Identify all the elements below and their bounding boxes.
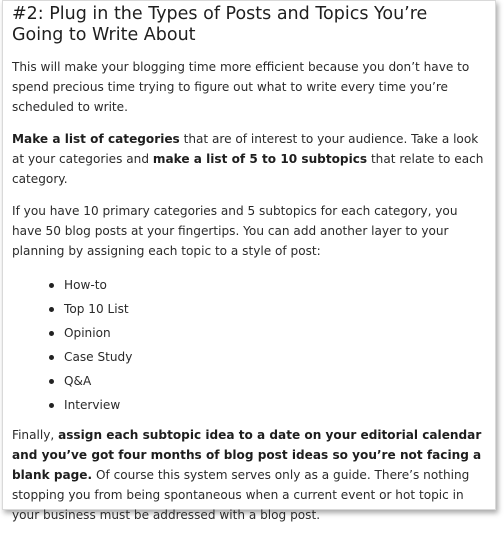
list-item: [12, 273, 487, 297]
section-heading: [12, 4, 482, 46]
list-item: [12, 297, 487, 321]
post-types-list: [12, 273, 487, 417]
planning-paragraph: If you have 10 primary categories and 5 subtopics for each category, you have 50 blog posts at your fingertips. You can add another layer to your planning by assigning each topic to a style of post:: [12, 204, 458, 258]
list-item: [12, 369, 487, 393]
categories-emphasis-1: Make a list of categories: [12, 132, 180, 146]
list-item-label: Case Study: [64, 350, 133, 364]
heading-line-1: #2: Plug in the Types of Posts and Topics You’re: [12, 4, 428, 24]
closing-text-2: Of course this system serves only as a guide. There’s nothing stopping you from being spontaneous when a current event or hot topic in your business must be addressed with a blog post.: [12, 468, 470, 522]
categories-emphasis-2: make a list of 5 to 10 subtopics: [152, 152, 368, 166]
categories-text-1: that are of interest to your audience. Take a look at your categories and: [12, 132, 479, 166]
bullet-icon: [49, 307, 54, 312]
list-item-label: How-to: [64, 278, 107, 292]
bullet-icon: [49, 283, 54, 288]
categories-paragraph: [12, 129, 487, 189]
bullet-icon: [49, 403, 54, 408]
article-body: [12, 57, 487, 537]
list-item: [12, 393, 487, 417]
bullet-icon: [49, 331, 54, 336]
intro-paragraph: This will make your blogging time more efficient because you don’t have to spend precious time trying to figure out what to write every time you’re scheduled to write.: [12, 60, 470, 114]
closing-emphasis: assign each subtopic idea to a date on your editorial calendar and you’ve got four months of blog post ideas so you’re not facing a blank page.: [12, 428, 482, 482]
list-item-label: Q&A: [64, 374, 92, 388]
closing-paragraph: [12, 425, 487, 525]
list-item-label: Interview: [64, 398, 121, 412]
list-item: [12, 321, 487, 345]
bullet-icon: [49, 355, 54, 360]
closing-text-1: Finally,: [12, 428, 59, 442]
article-excerpt-frame: [2, 0, 496, 522]
categories-text-2: that relate to each category.: [12, 152, 484, 186]
heading-line-2: Going to Write About: [12, 25, 196, 45]
list-item: [12, 345, 487, 369]
list-item-label: Opinion: [64, 326, 111, 340]
list-item-label: Top 10 List: [64, 302, 129, 316]
bullet-icon: [49, 379, 54, 384]
